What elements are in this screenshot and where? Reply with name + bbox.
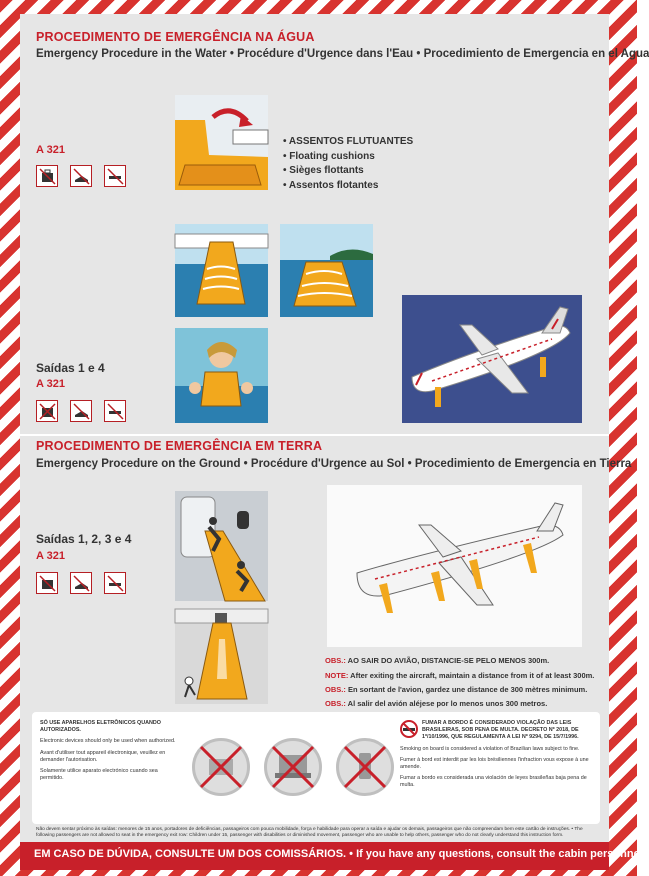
obs-text: Al salir del avión aléjese por lo menos unos 300 metros. [347, 699, 548, 708]
obs-text: After exiting the aircraft, maintain a distance from it of at least 300m. [350, 671, 595, 680]
exit-row-fine-print: Não devem sentar próximo às saídas: menores de 15 anos, portadores de deficiências, passageiros com pouca mobilidade, força e habilidade para operar a saída e ajudar os demais, passageiros que não compreendam bem este cartão de instruções. • The following passengers are not allowed to seat in the emergency exit row: Children under 15, passenger with disabilities or diminished movement, passenger who are unable to help others, passenger who do not clearly understand this instruction form. [36, 827, 583, 839]
slide-front-view-illustration [175, 609, 268, 704]
no-laptop-icon [264, 738, 322, 796]
obs-label: OBS.: [325, 656, 346, 665]
obs-line [325, 685, 587, 694]
safety-card [20, 14, 649, 860]
footer-en: If you have any questions, consult the cabin personnel. [356, 848, 646, 860]
ground-exits-label: Saídas 1, 2, 3 e 4 [36, 532, 132, 546]
electronics-notice [40, 720, 180, 786]
no-phone-icon [336, 738, 394, 796]
smoking-notice [400, 720, 595, 794]
regulations-box [32, 712, 600, 824]
no-luggage-icon [36, 165, 58, 187]
no-high-heels-icon [70, 400, 92, 422]
bullet-item: • ASSENTOS FLUTUANTES [283, 135, 413, 150]
restriction-icons [36, 572, 126, 594]
obs-line [325, 699, 547, 708]
no-electronics-icon [192, 738, 250, 796]
no-luggage-icon [36, 400, 58, 422]
water-section-subtitle: Emergency Procedure in the Water • Procédure d'Urgence dans l'Eau • Procedimiento de Emergencia en el Agua [36, 48, 649, 60]
smoking-fr: Fumer à bord est interdit par les lois brésiliennes l'infraction vous expose à une amende. [400, 756, 589, 771]
aircraft-model: A 321 [36, 378, 65, 390]
aircraft-model: A 321 [36, 144, 65, 156]
water-section-title: PROCEDIMENTO DE EMERGÊNCIA NA ÁGUA [36, 30, 315, 44]
no-smoking-icon [104, 165, 126, 187]
restriction-icons [36, 165, 126, 187]
electronics-pt: SÓ USE APARELHOS ELETRÔNICOS QUANDO AUTORIZADOS. [40, 720, 161, 734]
footer-separator: • [349, 848, 354, 860]
slide-evacuation-illustration [175, 491, 268, 601]
no-high-heels-icon [70, 165, 92, 187]
no-high-heels-icon [70, 572, 92, 594]
obs-line [325, 656, 549, 665]
electronics-fr: Avant d'utiliser tout appareil électronique, veuillez en demander l'autorisation. [40, 749, 166, 763]
no-luggage-icon [36, 572, 58, 594]
ground-section-title: PROCEDIMENTO DE EMERGÊNCIA EM TERRA [36, 439, 323, 453]
no-smoking-icon [104, 572, 126, 594]
floating-cushion-list [283, 135, 413, 193]
obs-text: En sortant de l'avion, gardez une distance de 300 mètres minimum. [347, 685, 588, 694]
bullet-item: • Sièges flottants [283, 164, 413, 179]
obs-label: OBS.: [325, 685, 346, 694]
aircraft-ground-exits-diagram [327, 485, 582, 647]
bullet-item: • Floating cushions [283, 150, 413, 165]
obs-label: NOTE: [325, 671, 349, 680]
water-exits-label: Saídas 1 e 4 [36, 361, 105, 375]
bullet-item: • Assentos flotantes [283, 179, 413, 194]
smoking-pt: FUMAR A BORDO É CONSIDERADO VIOLAÇÃO DAS LEIS BRASILEIRAS, SOB PENA DE MULTA. DECRETO Nº 2018, DE 1º/10/1996, QUE REGULAMENTA A LEI Nº 9294, DE 15/7/1996. [422, 720, 579, 741]
electronics-es: Solamente utilice aparato electrónico cuando sea permitido. [40, 768, 158, 782]
aircraft-water-exits-diagram [402, 295, 582, 423]
obs-text: AO SAIR DO AVIÃO, DISTANCIE-SE PELO MENOS 300m. [347, 656, 550, 665]
floating-cushion-illustration [175, 95, 268, 190]
footer-banner [20, 842, 646, 870]
life-vest-in-water-illustration [175, 328, 268, 423]
ground-section-subtitle: Emergency Procedure on the Ground • Procédure d'Urgence au Sol • Procedimiento de Emergencia en Tierra [36, 458, 632, 470]
no-smoking-icon [104, 400, 126, 422]
slide-raft-detached-illustration [280, 224, 373, 317]
obs-line [325, 671, 594, 680]
restriction-icons [36, 400, 126, 422]
section-divider [20, 434, 609, 436]
aircraft-model: A 321 [36, 550, 65, 562]
footer-pt: EM CASO DE DÚVIDA, CONSULTE UM DOS COMISSÁRIOS. [34, 848, 347, 860]
smoking-es: Fumar a bordo es considerada una violación de leyes brasileñas baja pena de multa. [400, 775, 587, 789]
no-smoking-icon [400, 720, 418, 738]
smoking-en: Smoking on board is considered a violation of Brazilian laws subject to fine. [400, 745, 580, 752]
electronics-en: Electronic devices should only be used when authorized. [40, 738, 176, 745]
obs-label: OBS.: [325, 699, 346, 708]
slide-raft-attached-illustration [175, 224, 268, 317]
